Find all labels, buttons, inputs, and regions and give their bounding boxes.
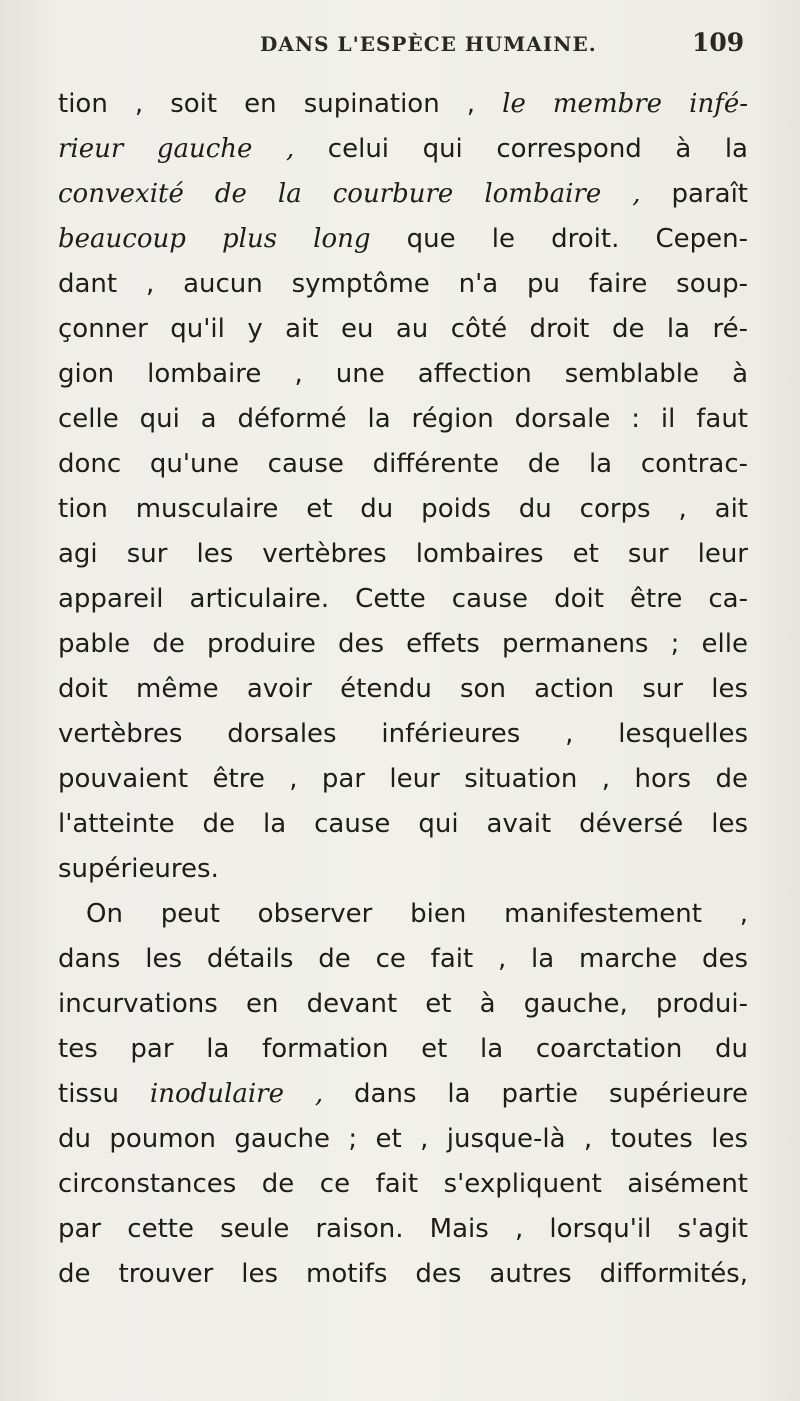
text-line [58, 712, 748, 757]
text-segment: tion , soit en supination , [58, 89, 503, 119]
text-segment: dant , aucun symptôme n'a pu faire soup- [58, 269, 748, 299]
text-segment: de trouver les motifs des autres difformités, [58, 1259, 748, 1289]
text-segment: appareil articulaire. Cette cause doit être ca- [58, 584, 748, 614]
text-segment: pable de produire des effets permanens ; elle [58, 629, 748, 659]
text-segment: dans les détails de ce fait , la marche des [58, 944, 748, 974]
text-line [58, 352, 748, 397]
text-segment: tion musculaire et du poids du corps , ait [58, 494, 748, 524]
text-line [58, 1117, 748, 1162]
text-segment: que le droit. Cepen- [370, 224, 748, 254]
text-line [58, 82, 748, 127]
text-line [58, 577, 748, 622]
text-line [58, 487, 748, 532]
text-segment: gion lombaire , une affection semblable à [58, 359, 748, 389]
text-segment: tissu [58, 1079, 150, 1109]
text-segment: tes par la formation et la coarctation du [58, 1034, 748, 1064]
text-segment: par cette seule raison. Mais , lorsqu'il s'agit [58, 1214, 748, 1244]
text-line [58, 757, 748, 802]
running-head-title: DANS L'ESPÈCE HUMAINE. [260, 32, 597, 56]
italic-text: inodulaire , [149, 1079, 324, 1109]
text-line [58, 172, 748, 217]
italic-text: rieur gauche , [58, 134, 295, 164]
text-segment: vertèbres dorsales inférieures , lesquelles [58, 719, 748, 749]
text-segment: celui qui correspond à la [294, 134, 748, 164]
text-line [58, 1207, 748, 1252]
text-line [58, 937, 748, 982]
text-segment: On peut observer bien manifestement , [86, 899, 748, 929]
text-line [58, 1252, 748, 1297]
text-segment: celle qui a déformé la région dorsale : il faut [58, 404, 748, 434]
text-segment: incurvations en devant et à gauche, produi- [58, 989, 748, 1019]
italic-text: convexité de la courbure lombaire , [58, 179, 641, 209]
text-line [58, 532, 748, 577]
text-line [58, 1027, 748, 1072]
text-segment: supérieures. [58, 854, 219, 884]
text-line [58, 217, 748, 262]
text-line [58, 127, 748, 172]
italic-text: le membre infé- [502, 89, 748, 119]
text-line [58, 1162, 748, 1207]
text-segment: çonner qu'il y ait eu au côté droit de la ré- [58, 314, 748, 344]
text-line [58, 982, 748, 1027]
text-segment: doit même avoir étendu son action sur les [58, 674, 748, 704]
text-line [58, 802, 748, 847]
italic-text: beaucoup plus long [58, 224, 371, 254]
text-line [58, 307, 748, 352]
text-segment: donc qu'une cause différente de la contrac- [58, 449, 748, 479]
text-line [58, 847, 748, 892]
text-segment: paraît [640, 179, 748, 209]
running-head [0, 28, 800, 68]
text-segment: circonstances de ce fait s'expliquent aisément [58, 1169, 748, 1199]
body-text [58, 82, 748, 1297]
page-number: 109 [692, 28, 745, 57]
text-segment: pouvaient être , par leur situation , hors de [58, 764, 748, 794]
text-line [58, 622, 748, 667]
text-segment: l'atteinte de la cause qui avait déversé les [58, 809, 748, 839]
text-segment: dans la partie supérieure [323, 1079, 748, 1109]
text-line [58, 1072, 748, 1117]
text-segment: du poumon gauche ; et , jusque-là , toutes les [58, 1124, 748, 1154]
text-line [58, 262, 748, 307]
text-line [58, 397, 748, 442]
text-line [58, 442, 748, 487]
text-line [58, 667, 748, 712]
text-line [58, 892, 748, 937]
text-segment: agi sur les vertèbres lombaires et sur leur [58, 539, 748, 569]
